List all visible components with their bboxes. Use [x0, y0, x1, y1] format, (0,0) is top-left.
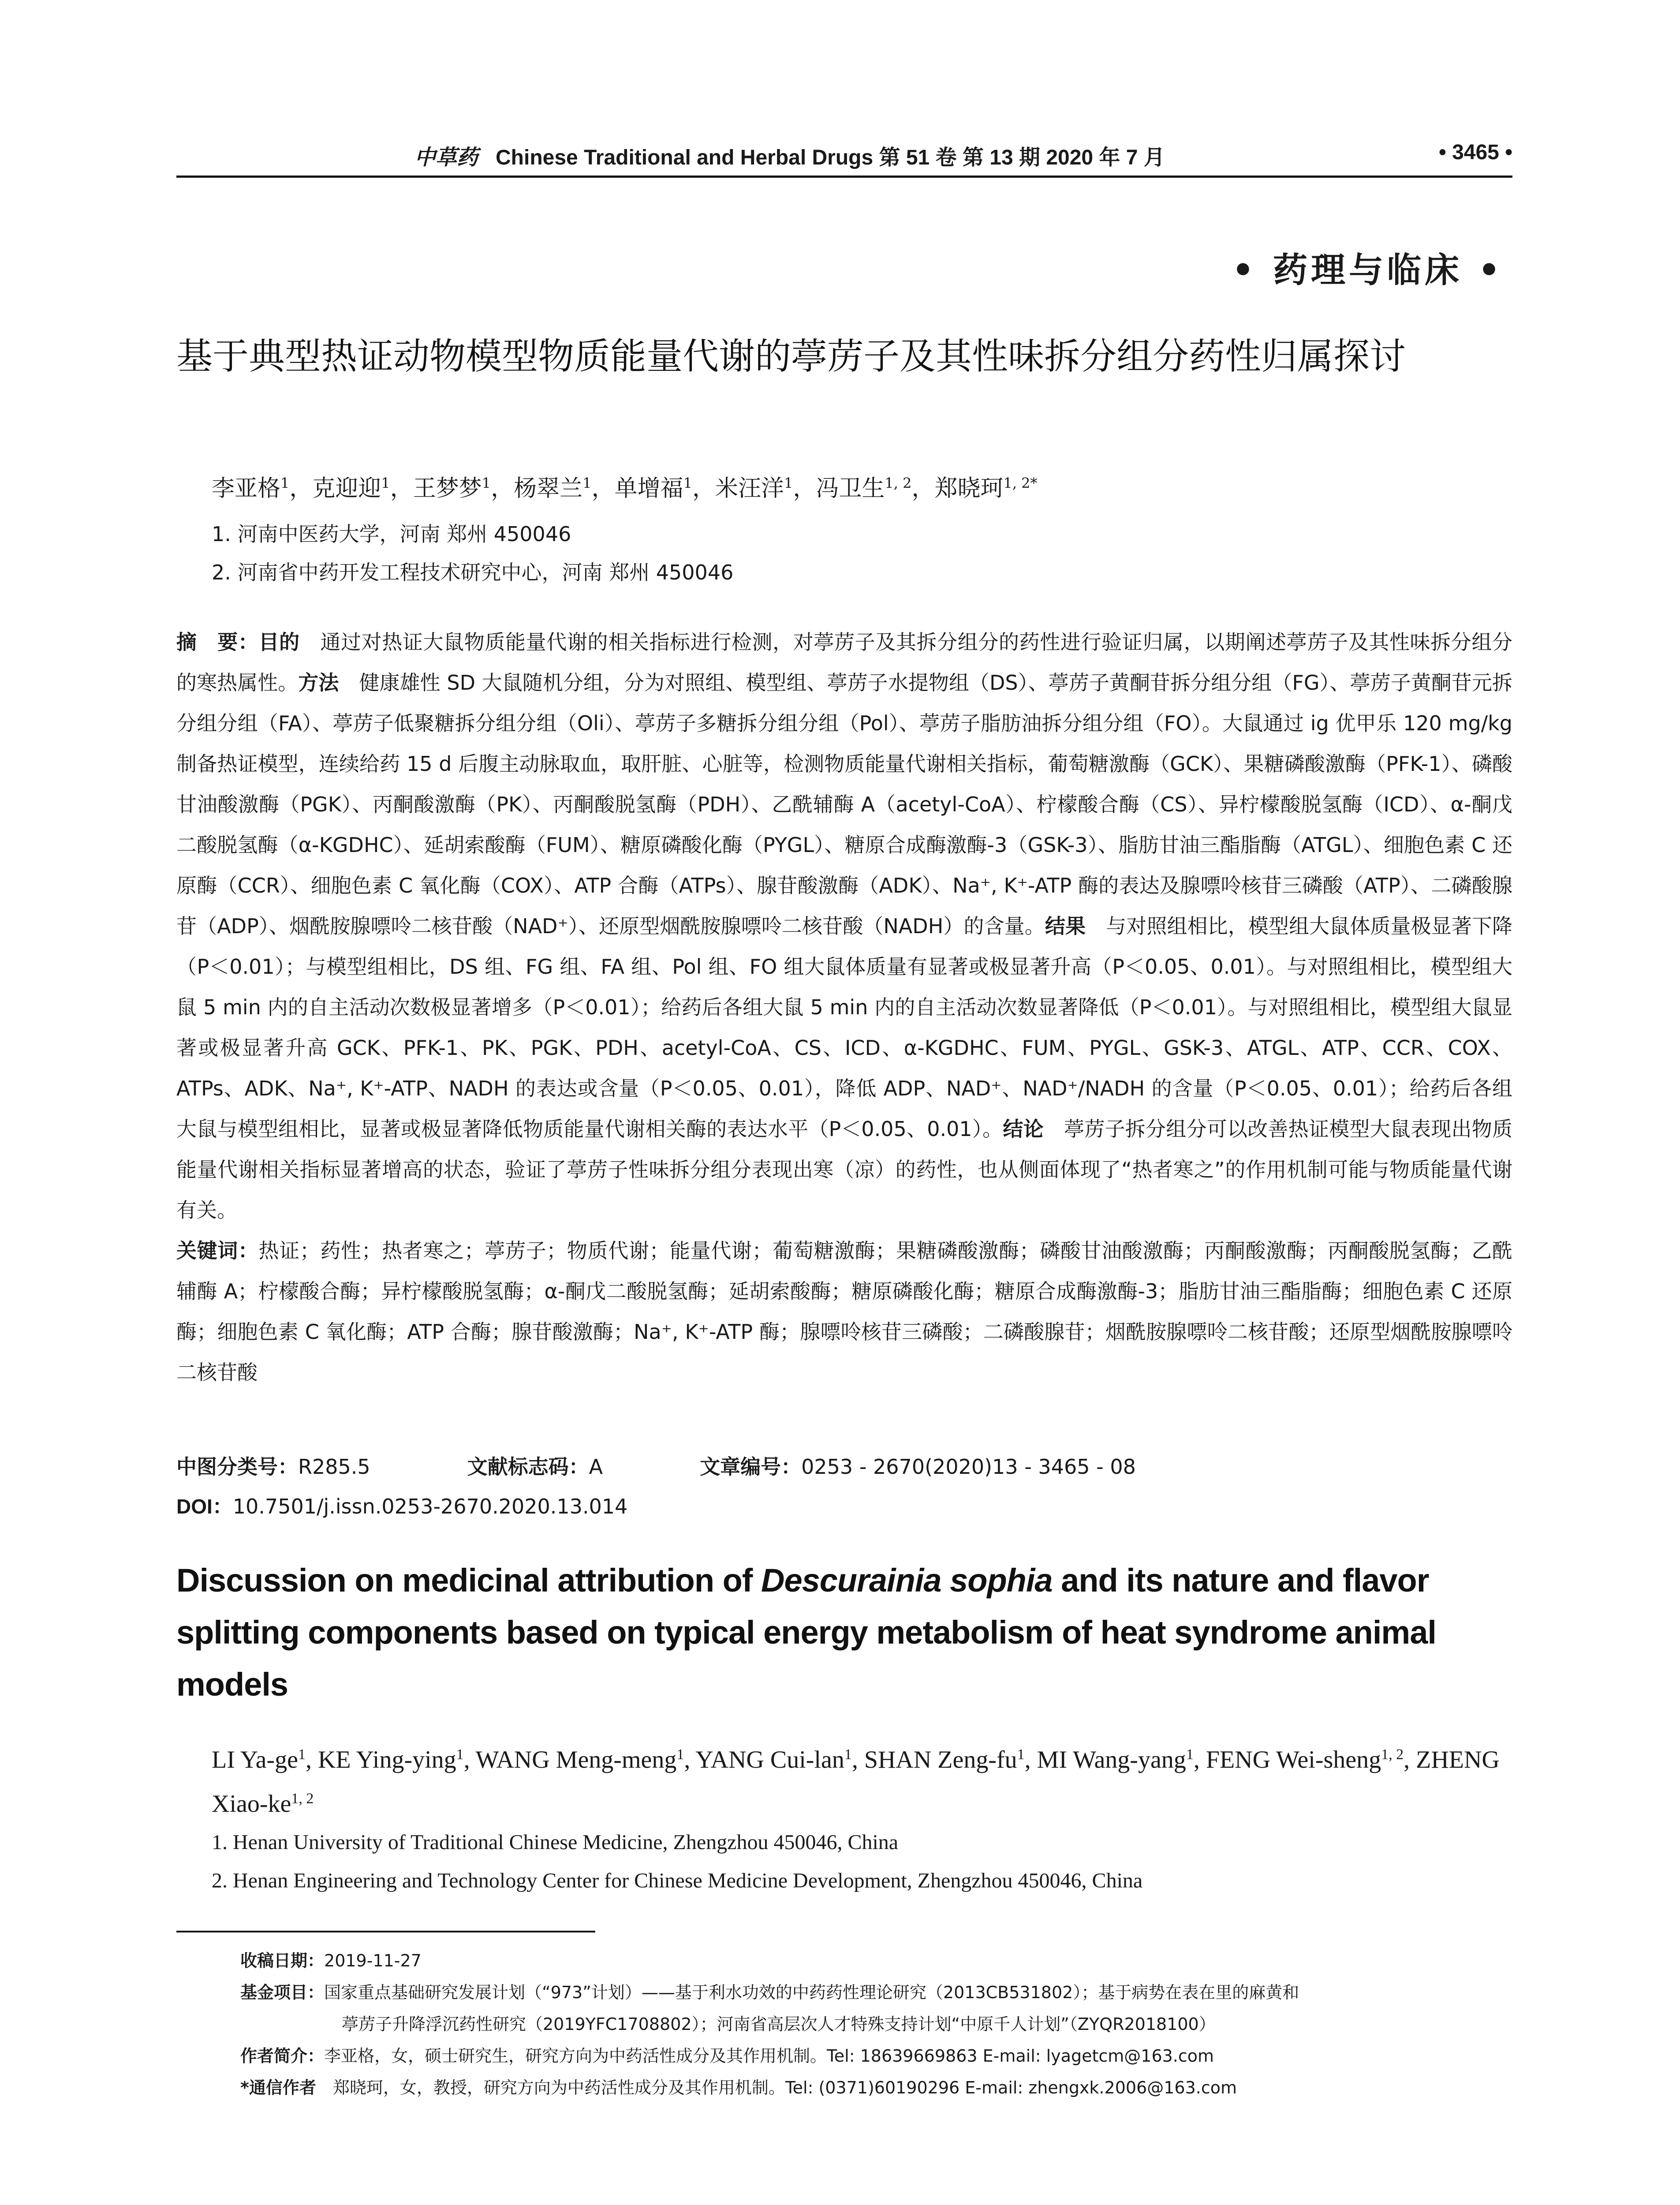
footnote-corresponding: *通信作者 郑晓珂，女，教授，研究方向为中药活性成分及其作用机制。Tel: (0371)60190296 E-mail: zhengxk.2006@163.com — [240, 2078, 1237, 2097]
keywords-cn: 关键词：热证；药性；热者寒之；葶苈子；物质代谢；能量代谢；葡萄糖激酶；果糖磷酸激酶；磷酸甘油酸激酶；丙酮酸激酶；丙酮酸脱氢酶；乙酰辅酶 A；柠檬酸合酶；异柠檬酸脱氢酶；α-酮戊二酸脱氢酶；延胡索酸酶；糖原磷酸化酶；糖原合成酶激酶-3；脂肪甘油三酯脂酶；细胞色素 C 还原酶；细胞色素 C 氧化酶；ATP 合酶；腺苷酸激酶；Na⁺, K⁺-ATP 酶；腺嘌呤核苷三磷酸；二磷酸腺苷；烟酰胺腺嘌呤二核苷酸；还原型烟酰胺腺嘌呤二核苷酸 — [176, 1239, 1512, 1384]
footnote-rule — [176, 1931, 595, 1932]
journal-name-cn: 中草药 — [414, 145, 478, 170]
footnote-funding-cont: 葶苈子升降浮沉药性研究（2019YFC1708802）；河南省高层次人才特殊支持计划“中原千人计划”（ZYQR2018100） — [342, 2014, 1216, 2034]
classification-line: 中图分类号：R285.5 文献标志码：A 文章编号：0253 - 2670(2020)13 - 3465 - 08 — [176, 1455, 1136, 1479]
title-en: Discussion on medicinal attribution of Descurainia sophia and its nature and flavor splitting components based on typical energy metabolism of heat syndrome animal models — [176, 1562, 1436, 1703]
authors-cn: 李亚格$^1$，克迎迎$^1$，王梦梦$^1$，杨翠兰$^1$，单增福$^1$，米汪洋$^1$，冯卫生$^{1, 2}$，郑晓珂$^{1, 2*}$ — [212, 475, 1038, 502]
abstract-cn — [176, 622, 1512, 1393]
abstract-body: 摘 要：目的 通过对热证大鼠物质能量代谢的相关指标进行检测，对葶苈子及其拆分组分的药性进行验证归属，以期阐述葶苈子及其性味拆分组分的寒热属性。方法 健康雄性 SD 大鼠随机分组，分为对照组、模型组、葶苈子水提物组（DS）、葶苈子黄酮苷拆分组分组（FG）、葶苈子黄酮苷元拆分组分组（FA）、葶苈子低聚糖拆分组分组（Oli）、葶苈子多糖拆分组分组（Pol）、葶苈子脂肪油拆分组分组（FO）。大鼠通过 ig 优甲乐 120 mg/kg 制备热证模型，连续给药 15 d 后腹主动脉取血，取肝脏、心脏等，检测物质能量代谢相关指标，葡萄糖激酶（GCK）、果糖磷酸激酶（PFK-1）、磷酸甘油酸激酶（PGK）、丙酮酸激酶（PK）、丙酮酸脱氢酶（PDH）、乙酰辅酶 A（acetyl-CoA）、柠檬酸合酶（CS）、异柠檬酸脱氢酶（ICD）、α-酮戊二酸脱氢酶（α-KGDHC）、延胡索酸酶（FUM）、糖原磷酸化酶（PYGL）、糖原合成酶激酶-3（GSK-3）、脂肪甘油三酯脂酶（ATGL）、细胞色素 C 还原酶（CCR）、细胞色素 C 氧化酶（COX）、ATP 合酶（ATPs）、腺苷酸激酶（ADK）、Na⁺, K⁺-ATP 酶的表达及腺嘌呤核苷三磷酸（ATP）、二磷酸腺苷（ADP）、烟酰胺腺嘌呤二核苷酸（NAD⁺）、还原型烟酰胺腺嘌呤二核苷酸（NADH）的含量。结果 与对照组相比，模型组大鼠体质量极显著下降（P＜0.01）；与模型组相比，DS 组、FG 组、FA 组、Pol 组、FO 组大鼠体质量有显著或极显著升高（P＜0.05、0.01）。与对照组相比，模型组大鼠 5 min 内的自主活动次数极显著增多（P＜0.01）；给药后各组大鼠 5 min 内的自主活动次数显著降低（P＜0.01）。与对照组相比，模型组大鼠显著或极显著升高 GCK、PFK-1、PK、PGK、PDH、acetyl-CoA、CS、ICD、α-KGDHC、FUM、PYGL、GSK-3、ATGL、ATP、CCR、COX、ATPs、ADK、Na⁺, K⁺-ATP、NADH 的表达或含量（P＜0.05、0.01），降低 ADP、NAD⁺、NAD⁺/NADH 的含量（P＜0.05、0.01）；给药后各组大鼠与模型组相比，显著或极显著降低物质能量代谢相关酶的表达水平（P＜0.05、0.01）。结论 葶苈子拆分组分可以改善热证模型大鼠表现出物质能量代谢相关指标显著增高的状态，验证了葶苈子性味拆分组分表现出寒（凉）的药性，也从侧面体现了“热者寒之”的作用机制可能与物质能量代谢有关。 — [176, 630, 1513, 1222]
header-rule — [176, 176, 1512, 178]
journal-line — [414, 140, 1165, 171]
section-label: • 药理与临床 • — [1232, 250, 1504, 290]
authors-en: LI $Ya-ge^1$, KE Ying-ying$^1$, WANG Meng-meng$^1$, YANG Cui-lan$^1$, SHAN Zeng-$fu^1$, MI Wang-yang$^1$, FENG Wei-sheng$^{1, 2}$, ZHENG Xiao-ke$^{1, 2}$ — [212, 1746, 1500, 1818]
running-header — [176, 140, 1512, 168]
page-number: • 3465 • — [1438, 141, 1512, 164]
footnote-author-bio: 作者简介：李亚格，女，硕士研究生，研究方向为中药活性成分及其作用机制。Tel: 18639669863 E-mail: lyagetcm@163.com — [240, 2046, 1214, 2066]
footnote-received: 收稿日期：2019-11-27 — [240, 1951, 422, 1970]
footnotes — [240, 1945, 1519, 2104]
title-cn: 基于典型热证动物模型物质能量代谢的葶苈子及其性味拆分组分药性归属探讨 — [176, 336, 1406, 377]
footnote-funding: 基金项目：国家重点基础研究发展计划（“973”计划）——基于利水功效的中药药性理论研究（2013CB531802）；基于病势在表在里的麻黄和 — [240, 1983, 1299, 2002]
doi-line: DOI：10.7501/j.issn.0253-2670.2020.13.014 — [176, 1495, 628, 1518]
affiliation-cn-1: 1. 河南中医药大学，河南 郑州 450046 — [212, 522, 571, 546]
affiliation-en-1: 1. Henan University of Traditional Chinese Medicine, Zhengzhou 450046, China — [212, 1831, 899, 1854]
affiliation-cn-2: 2. 河南省中药开发工程技术研究中心，河南 郑州 450046 — [212, 561, 734, 584]
journal-info: Chinese Traditional and Herbal Drugs 第 51 卷 第 13 期 2020 年 7 月 — [496, 146, 1165, 169]
affiliation-en-2: 2. Henan Engineering and Technology Center for Chinese Medicine Development, Zhengzhou 450046, China — [212, 1869, 1143, 1892]
